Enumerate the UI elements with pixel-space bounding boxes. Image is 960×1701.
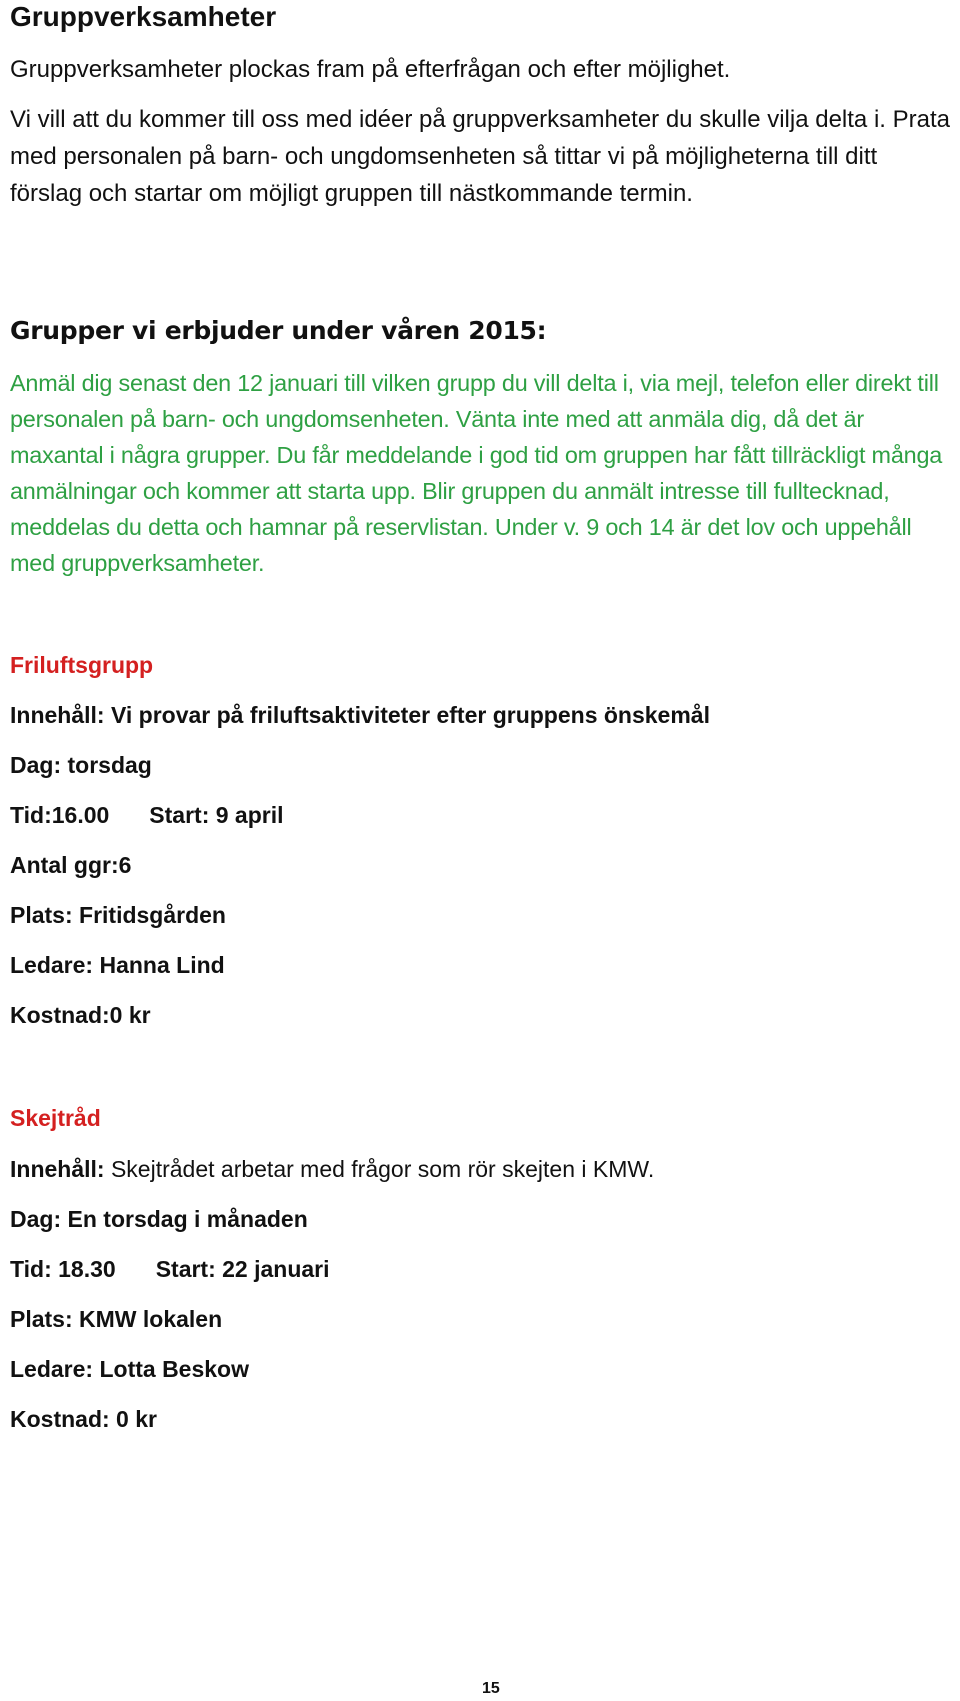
group-start: Start: 22 januari xyxy=(155,1256,330,1282)
group-time-row xyxy=(10,1253,330,1285)
group-time-row xyxy=(10,799,284,831)
group-leader: Ledare: Lotta Beskow xyxy=(10,1356,249,1382)
group-title: Skejtråd xyxy=(10,1105,101,1131)
group-content-label: Innehåll: xyxy=(10,1156,105,1182)
group-day: Dag: torsdag xyxy=(10,752,152,778)
group-count: Antal ggr:6 xyxy=(10,852,132,878)
group-time: Tid:16.00 xyxy=(10,802,110,828)
offer-text: Anmäl dig senast den 12 januari till vilken grupp du vill delta i, via mejl, telefon eller direkt till personalen på barn- och ungdomsenheten. Vänta inte med att anmäla dig, då det är maxantal i några grupper. Du får meddelande i god tid om gruppen har fått tillräckligt många anmälningar och kommer att starta upp. Blir gruppen du anmält intresse till fulltecknad, meddelas du detta och hamnar på reservlistan. Under v. 9 och 14 är det lov och uppehåll med gruppverksamheter. xyxy=(10,370,943,576)
group-cost: Kostnad: 0 kr xyxy=(10,1406,157,1432)
group-leader: Ledare: Hanna Lind xyxy=(10,952,225,978)
group-time: Tid: 18.30 xyxy=(10,1256,116,1282)
group-cost: Kostnad:0 kr xyxy=(10,1002,151,1028)
group-place: Plats: KMW lokalen xyxy=(10,1306,223,1332)
group-content: Innehåll: Vi provar på friluftsaktiviteter efter gruppens önskemål xyxy=(10,702,710,728)
group-start: Start: 9 april xyxy=(149,802,284,828)
group-content-text: Skejtrådet arbetar med frågor som rör skejten i KMW. xyxy=(104,1156,655,1182)
page-heading: Gruppverksamheter xyxy=(10,1,277,32)
offer-heading: Grupper vi erbjuder under våren 2015: xyxy=(10,316,547,345)
group-day: Dag: En torsdag i månaden xyxy=(10,1206,308,1232)
group-place: Plats: Fritidsgården xyxy=(10,902,226,928)
intro-paragraph-2: Vi vill att du kommer till oss med idéer på gruppverksamheter du skulle vilja delta i. Prata med personalen på barn- och ungdomsenheten så tittar vi på möjligheterna till ditt förslag och startar om möjligt gruppen till nästkommande termin. xyxy=(10,106,950,207)
page-number: 15 xyxy=(482,1680,500,1697)
group-content-row xyxy=(10,1153,654,1185)
intro-paragraph-1: Gruppverksamheter plockas fram på efterfrågan och efter möjlighet. xyxy=(10,56,731,83)
group-title: Friluftsgrupp xyxy=(10,652,154,678)
